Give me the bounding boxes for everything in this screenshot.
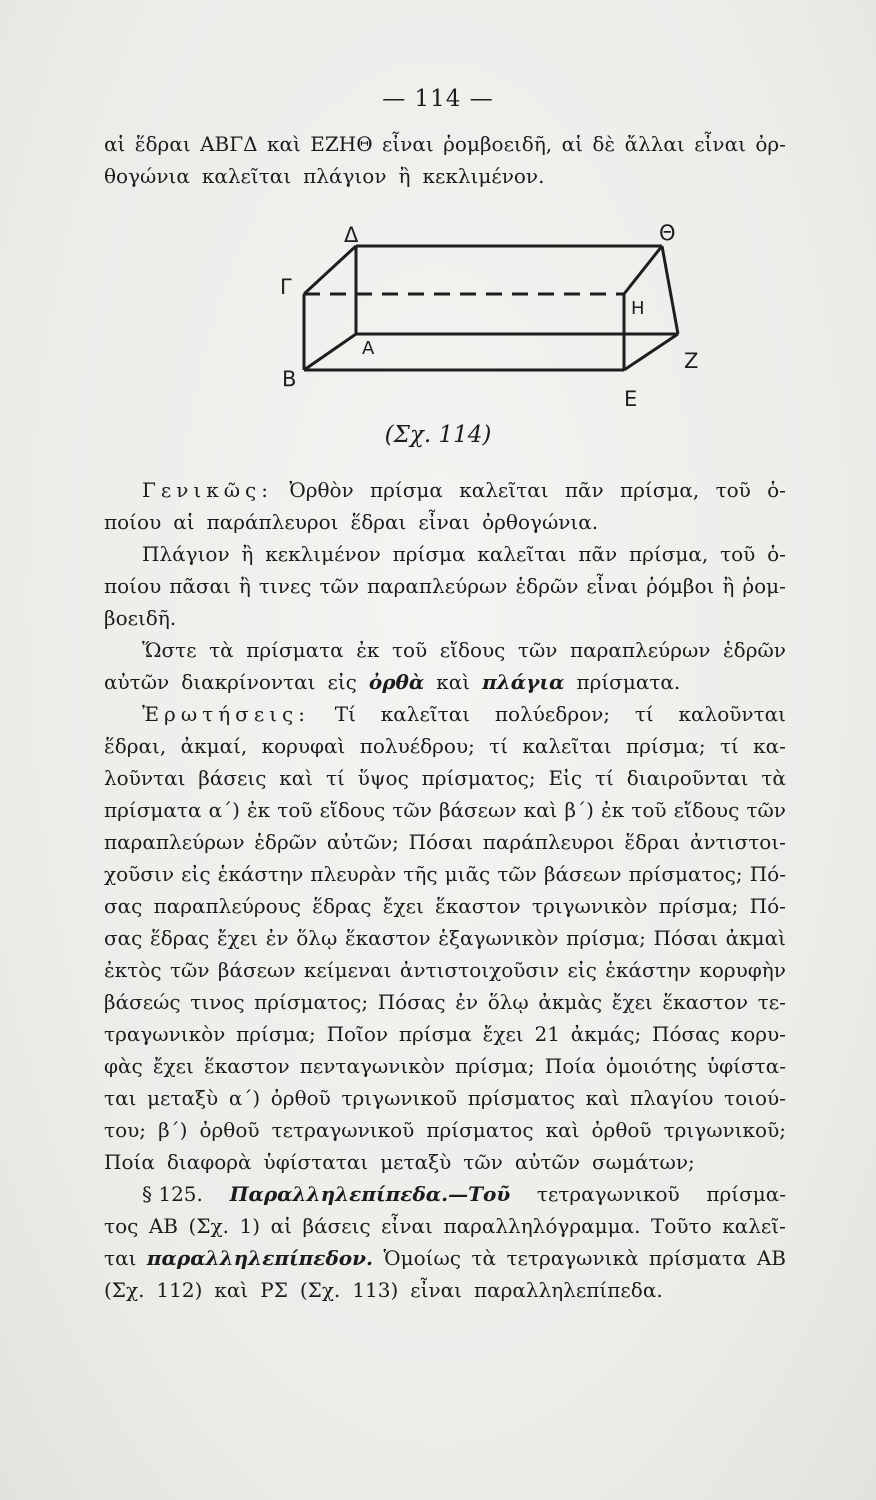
word: καλεῖται <box>477 542 567 566</box>
word: τινες <box>258 574 312 598</box>
word: καλοῦνται <box>678 702 786 726</box>
word: ἕκαστον <box>344 926 431 950</box>
word: Πόσας <box>652 1022 720 1046</box>
word: τινος <box>190 990 245 1014</box>
word: κορυ- <box>730 1022 786 1046</box>
word: 113) <box>352 1278 399 1302</box>
word: τοῦ <box>277 798 313 822</box>
caption-prefix: (Σχ. <box>384 422 432 448</box>
word: πρίσμα, <box>629 542 709 566</box>
word: Ὁμοίως <box>383 1246 461 1270</box>
word: μεταξὺ <box>147 1086 219 1110</box>
word: βάσεις <box>302 1214 371 1238</box>
word: παραλληλόγραμμα. <box>443 1214 641 1238</box>
word: πλευρὰν <box>310 862 397 886</box>
word: τος <box>104 1214 139 1238</box>
word: εἴδους <box>439 638 506 662</box>
word: χοῦσιν <box>104 862 174 886</box>
word: καλεῖ- <box>722 1214 786 1238</box>
word: τριγωνικοῦ; <box>663 1118 786 1142</box>
word: καὶ <box>214 1278 249 1302</box>
text-line <box>104 954 786 986</box>
word: Ποία <box>104 1150 155 1174</box>
word: βάσεων <box>543 862 622 886</box>
word: πρίσμα <box>370 478 443 502</box>
word: πρίσμα; <box>658 894 739 918</box>
word: πᾶσαι <box>169 574 231 598</box>
word: Ὀρθὸν <box>289 478 354 502</box>
word: ἢ <box>241 542 254 566</box>
word: ὀρθοῦ <box>591 1118 652 1142</box>
word: ὁ- <box>767 478 786 502</box>
word: Πό- <box>749 894 786 918</box>
word: ἢ <box>722 574 735 598</box>
text-line <box>104 128 786 160</box>
word: ὀρθοῦ <box>270 1086 331 1110</box>
word: ποίου <box>104 510 162 534</box>
word: ἕδραι <box>624 830 681 854</box>
word: σας <box>104 894 143 918</box>
text-line <box>104 1050 786 1082</box>
word: Πόσαι <box>408 830 474 854</box>
word: ἑξαγωνικὸν <box>438 926 559 950</box>
edge <box>662 246 678 334</box>
word: παραπλεύρων <box>104 830 245 854</box>
word: ὁ- <box>767 542 786 566</box>
word: ἐκ <box>246 798 271 822</box>
word: τοῦ <box>391 638 428 662</box>
word: ἄλλαι <box>624 132 685 156</box>
word: διαφορὰ <box>166 1150 252 1174</box>
word: καὶ <box>545 1118 580 1142</box>
word: εἰς <box>327 670 357 694</box>
caption-number: 114) <box>438 422 492 448</box>
word: τετραγωνικοῦ <box>536 1182 680 1206</box>
word: τί <box>634 702 654 726</box>
word: Ἐρωτήσεις: <box>142 702 310 726</box>
word: Εἰς <box>548 766 583 790</box>
word: πρίσμα; <box>566 926 646 950</box>
word: διακρίνονται <box>181 670 316 694</box>
word: ὑφίσταται <box>263 1150 369 1174</box>
word: εἶναι <box>694 132 746 156</box>
intro-text <box>104 128 786 192</box>
word: Πόσαι <box>653 926 718 950</box>
word: ἕκαστον <box>662 990 749 1014</box>
word: ἐν <box>265 926 289 950</box>
word: ἑκάστην <box>217 862 304 886</box>
word: τί <box>325 766 345 790</box>
text-line <box>104 1178 786 1210</box>
vertex-label: Ζ <box>684 349 699 373</box>
vertex-label: Δ <box>344 223 359 247</box>
word: ἀντιστοι- <box>690 830 786 854</box>
word: τοιού- <box>724 1086 786 1110</box>
word: ἑδρῶν <box>515 574 579 598</box>
word: παράπλευροι <box>482 830 615 854</box>
word: τοῦ <box>720 542 756 566</box>
word: τί <box>489 734 509 758</box>
word: ἔχει <box>152 1054 194 1078</box>
word: (Σχ. <box>188 1214 229 1238</box>
word: τὰ <box>761 766 786 790</box>
word: β΄) <box>564 798 594 822</box>
word: ται <box>104 1246 137 1270</box>
word: εἰς <box>181 862 211 886</box>
word: αὐτῶν <box>514 1150 581 1174</box>
word: αὐτῶν; <box>326 830 399 854</box>
word: ΡΣ <box>260 1278 288 1302</box>
word: ΕΖΗΘ <box>310 132 373 156</box>
word: ἑδρῶν <box>722 638 786 662</box>
word: εἶναι <box>586 574 639 598</box>
word: ὅλῳ <box>487 990 529 1014</box>
word: τοῦ <box>631 798 667 822</box>
text-line <box>104 1018 786 1050</box>
word: Τί <box>334 702 356 726</box>
word: ἐκτὸς <box>104 958 162 982</box>
word: ὅλῳ <box>296 926 338 950</box>
word: τὰ <box>209 638 234 662</box>
word: τοῦ <box>715 478 751 502</box>
text-line <box>104 1146 786 1178</box>
word: πρίσματος; <box>628 862 743 886</box>
word: παράπλευροι <box>206 510 339 534</box>
word: ἕδραι, <box>104 734 167 758</box>
emphasis-word: πλάγια <box>482 670 565 694</box>
word: ἔχει <box>611 990 653 1014</box>
word: Πόσας <box>377 990 446 1014</box>
word: κείμεναι <box>303 958 392 982</box>
word: ῥόμβοι <box>646 574 715 598</box>
word: αἱ <box>270 1214 292 1238</box>
word: καὶ <box>266 132 301 156</box>
text-line <box>104 826 786 858</box>
word: ἀντιστοιχοῦσιν <box>399 958 560 982</box>
word: κεκλιμένον <box>265 542 381 566</box>
word: ῥομβοειδῆ, <box>443 132 553 156</box>
word: καὶ <box>585 1086 620 1110</box>
word: ἐν <box>455 990 479 1014</box>
text-line <box>104 922 786 954</box>
emphasis-word: παραλληλεπίπεδον. <box>146 1246 373 1270</box>
word: Ὥστε <box>142 638 197 662</box>
word: τῶν <box>497 862 537 886</box>
word: πρίσματα. <box>576 670 681 694</box>
text-line <box>104 666 786 698</box>
word: αἱ <box>104 132 126 156</box>
vertex-label: Θ <box>659 221 676 245</box>
word: ἀκμαὶ <box>725 926 786 950</box>
word: ποίου <box>104 574 162 598</box>
word: πολύεδρον; <box>494 702 611 726</box>
text-line <box>104 1242 786 1274</box>
word: πρίσμα; <box>455 1054 535 1078</box>
word: μεταξὺ <box>380 1150 452 1174</box>
word: παραπλεύρων <box>366 574 508 598</box>
word: τετραγωνικοῦ <box>271 1118 415 1142</box>
edge <box>624 334 678 370</box>
word: αἱ <box>173 510 195 534</box>
prism-figure <box>262 216 722 416</box>
word: κα- <box>753 734 786 758</box>
edge <box>304 246 356 294</box>
word: δὲ <box>592 132 616 156</box>
word: καλεῖται <box>522 734 612 758</box>
word: (Σχ. <box>299 1278 341 1302</box>
word: ἕδρας <box>312 894 372 918</box>
word: εἶναι <box>418 510 471 534</box>
word: παραλληλεπίπεδα. <box>474 1278 663 1302</box>
word: σας <box>104 926 143 950</box>
text-line <box>104 986 786 1018</box>
word: βάσεων <box>217 958 296 982</box>
word: πρίσμα- <box>706 1182 786 1206</box>
word: καλεῖται <box>201 164 292 188</box>
edge <box>624 246 662 294</box>
word: (Σχ. <box>104 1278 145 1302</box>
word: εἴδους <box>673 798 740 822</box>
word: πᾶν <box>564 478 604 502</box>
word: καλεῖται <box>380 702 471 726</box>
word: Τοῦτο <box>651 1214 712 1238</box>
word: τῶν <box>746 798 786 822</box>
text-line <box>104 474 786 506</box>
word: πρίσμα; <box>625 734 706 758</box>
word: ἢ <box>238 574 251 598</box>
text-line <box>104 890 786 922</box>
word: πρίσματος; <box>421 766 536 790</box>
word: παραπλεύρων <box>569 638 711 662</box>
word: πρίσμα <box>392 542 466 566</box>
vertex-label: Ε <box>624 387 638 411</box>
emphasis-word: ὀρθὰ <box>368 670 425 694</box>
word: πρίσματος; <box>254 990 369 1014</box>
word: πολυέδρου; <box>359 734 475 758</box>
word: τῶν <box>392 798 432 822</box>
text-line <box>104 538 786 570</box>
word: ται <box>104 1086 137 1110</box>
word: ὑφίστα- <box>707 1054 786 1078</box>
word: πρίσμα; <box>236 1022 316 1046</box>
word: του; <box>104 1118 147 1142</box>
word: β΄) <box>158 1118 188 1142</box>
text-line <box>104 634 786 666</box>
word: ὕψος <box>357 766 409 790</box>
word: πρίσμα, <box>619 478 700 502</box>
word: ΑΒΓΔ <box>200 132 258 156</box>
section-heading: Παραλληλεπίπεδα.—Τοῦ <box>229 1182 511 1206</box>
word: τριγωνικοῦ <box>341 1086 458 1110</box>
word: ΑΒ <box>148 1214 178 1238</box>
word: τί <box>594 766 614 790</box>
word: ἐκ <box>600 798 625 822</box>
text-line <box>104 1274 786 1306</box>
figure-caption <box>0 422 876 448</box>
word: εἶναι <box>381 1214 433 1238</box>
vertex-label: Β <box>282 367 297 391</box>
word: σωμάτων; <box>592 1150 695 1174</box>
word: πρίσματα <box>246 638 344 662</box>
text-line <box>104 1114 786 1146</box>
word: καὶ <box>436 670 471 694</box>
word: Γενικῶς: <box>142 478 273 502</box>
word: διαιροῦνται <box>626 766 749 790</box>
word: εἶναι <box>382 132 434 156</box>
text-line <box>104 602 786 634</box>
word: αἱ <box>561 132 583 156</box>
word: τῶν <box>319 574 359 598</box>
word: ὁμοιότης <box>605 1054 697 1078</box>
word: βάσεων <box>438 798 517 822</box>
word: τῶν <box>517 638 558 662</box>
text-line <box>104 1082 786 1114</box>
word: καὶ <box>523 798 558 822</box>
word: εἶναι <box>410 1278 462 1302</box>
vertex-label: Γ <box>280 275 292 299</box>
word: τί <box>719 734 739 758</box>
word: καὶ <box>279 766 314 790</box>
word: ὀρθοῦ <box>199 1118 260 1142</box>
word: Πό- <box>749 862 786 886</box>
word: βοειδῆ. <box>104 606 177 630</box>
word: ἕκαστον <box>435 894 521 918</box>
text-line <box>104 506 786 538</box>
word: πλαγίου <box>630 1086 714 1110</box>
word: πενταγωνικὸν <box>299 1054 445 1078</box>
word: ἔχει <box>382 894 424 918</box>
word: τριγωνικὸν <box>531 894 648 918</box>
word: ἑδρῶν <box>254 830 318 854</box>
word: ὀρθογώνια. <box>482 510 599 534</box>
word: 1) <box>239 1214 261 1238</box>
word: πρίσμα <box>398 1022 472 1046</box>
word: τετραγωνικὰ <box>506 1246 639 1270</box>
word: λοῦνται <box>104 766 186 790</box>
vertex-label: Α <box>362 338 375 359</box>
word: ἔχει <box>216 926 259 950</box>
word: τῶν <box>169 958 210 982</box>
text-line <box>104 730 786 762</box>
word: Ποία <box>544 1054 596 1078</box>
word: ἀκμὰς <box>538 990 603 1014</box>
word: ἐκ <box>356 638 380 662</box>
word: ἀκμάς; <box>570 1022 642 1046</box>
word: βάσεις <box>198 766 267 790</box>
text-line <box>104 858 786 890</box>
word: α΄) <box>208 798 240 822</box>
text-line <box>104 160 786 192</box>
word: εἰς <box>567 958 597 982</box>
word: πᾶν <box>578 542 618 566</box>
word: κορυφὴν <box>699 958 786 982</box>
word: 21 <box>534 1022 560 1046</box>
word: πλάγιον <box>303 164 387 188</box>
word: ἕδραι <box>350 510 407 534</box>
word: πρίσματα <box>104 798 202 822</box>
main-text <box>104 474 786 1306</box>
text-line <box>104 570 786 602</box>
word: ἕκαστον <box>203 1054 290 1078</box>
word: κεκλιμένον. <box>422 164 545 188</box>
word: μιᾶς <box>444 862 491 886</box>
word: καλεῖται <box>459 478 549 502</box>
word: παραπλεύρους <box>153 894 302 918</box>
word: ῥομ- <box>742 574 786 598</box>
word: ἢ <box>398 164 411 188</box>
word: πρίσματος <box>467 1086 575 1110</box>
word: τῆς <box>403 862 438 886</box>
word: ἑκάστην <box>605 958 691 982</box>
section-number: § 125. <box>142 1182 203 1206</box>
word: ἕδρας <box>150 926 210 950</box>
word: εἴδους <box>319 798 386 822</box>
text-line <box>104 762 786 794</box>
word: βάσεώς <box>104 990 181 1014</box>
word: πρίσματα <box>648 1246 747 1270</box>
word: ἕδραι <box>134 132 191 156</box>
word: θογώνια <box>104 164 190 188</box>
word: ΑΒ <box>756 1246 786 1270</box>
word: ὀρ- <box>755 132 786 156</box>
word: πρίσματος <box>426 1118 534 1142</box>
word: ἔχει <box>482 1022 524 1046</box>
word: τε- <box>757 990 786 1014</box>
text-line <box>104 698 786 730</box>
word: τῶν <box>463 1150 503 1174</box>
word: τραγωνικὸν <box>104 1022 226 1046</box>
word: Ποῖον <box>326 1022 389 1046</box>
word: αὐτῶν <box>104 670 170 694</box>
word: κορυφαὶ <box>261 734 346 758</box>
text-line <box>104 794 786 826</box>
word: Πλάγιον <box>142 542 230 566</box>
vertex-label: Η <box>631 298 645 319</box>
word: τὰ <box>471 1246 497 1270</box>
word: 112) <box>156 1278 203 1302</box>
text-line <box>104 1210 786 1242</box>
word: α΄) <box>228 1086 261 1110</box>
edge <box>304 334 356 370</box>
page-number: — 114 — <box>382 86 494 112</box>
word: φὰς <box>104 1054 143 1078</box>
word: ἀκμαί, <box>180 734 248 758</box>
